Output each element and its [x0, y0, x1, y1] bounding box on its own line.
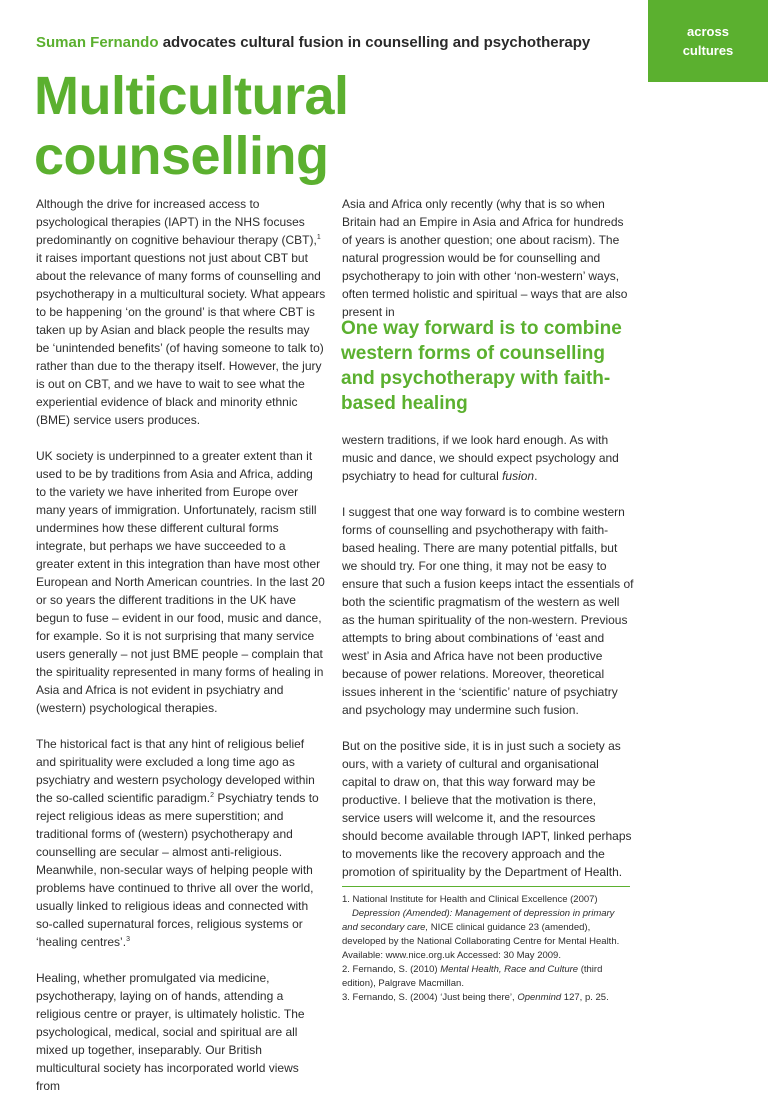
standfirst-text: advocates cultural fusion in counselling and psychotherapy [162, 34, 591, 51]
right-column-bottom [342, 431, 634, 899]
paragraph-text: western traditions, if we look hard enough. As with music and dance, we should expect psychology and psychiatry to head for cultural [342, 433, 619, 483]
footnote-text: 1. National Institute for Health and Clinical Excellence (2007) [342, 894, 598, 905]
paragraph-text: it raises important questions not just about CBT but about the relevance of many forms of counselling and psychotherapy in a multicultural society. What appears to be happening ‘on the ground’ is that where CBT is taken up by Asian and black people the results may be ‘unintended benefits’ (of having someone to talk to) rather than due to the therapy itself. However, the jury is out on CBT, and we have to wait to see what the experiential evidence of black and minority ethnic (BME) service users produces. [36, 251, 326, 427]
footnote-3 [342, 991, 632, 1005]
footnote-2 [342, 963, 632, 991]
paragraph [36, 735, 326, 951]
footnote-ref: 3 [126, 936, 130, 943]
footnote-divider [342, 886, 630, 887]
emphasis: Openmind [517, 992, 562, 1003]
footnote-text: 127, p. 25. [561, 992, 609, 1003]
footnote-ref: 2 [210, 792, 214, 799]
footnote-indent [342, 908, 619, 961]
paragraph: But on the positive side, it is in just such a society as ours, with a variety of cultural and organisational capital to draw on, that this way forward may be productive. I believe that the motivation is there, service users will welcome it, and the resources should become available through IAPT, linked perhaps to movements like the recovery approach and the promotion of spirituality by the Department of Health. [342, 739, 632, 879]
section-tag-line2: cultures [682, 43, 734, 58]
title-line-2: counselling [34, 126, 329, 186]
paragraph [342, 431, 634, 485]
footnotes [342, 893, 632, 1005]
standfirst [36, 34, 636, 51]
paragraph: I suggest that one way forward is to combine western forms of counselling and psychotherapy with faith-based healing. There are many potential pitfalls, but we should try. For one thing, it may not be easy to ensure that such a fusion keeps intact the essentials of both the scientific pragmatism of the western as well as the human spirituality of the non-western. Previous attempts to bring about combinations of ‘east and west’ in Asia and Africa have not been productive because of power relations. Moreover, theoretical issues inherent in the ‘scientific’ nature of psychiatry and psychology may undermine such fusion. [342, 505, 634, 717]
left-column [36, 195, 326, 1113]
author-name: Suman Fernando [36, 34, 159, 51]
footnote-text: NICE clinical guidance 23 (amended), developed by the National Collaborating Centre for Mental Health. Available: www.nice.org.uk Accessed: 30 May 2009. [342, 922, 620, 961]
section-tag-line1: across [687, 24, 729, 39]
footnote-text: (third edition), Palgrave Macmillan. [342, 964, 603, 989]
title-line-1: Multicultural [34, 66, 349, 126]
paragraph: Asia and Africa only recently (why that is so when Britain had an Empire in Asia and Africa for hundreds of years is another question; one about racism). The natural progression would be for counselling and psychotherapy to join with other ‘non-western’ ways, often termed holistic and spiritual – ways that are also present in [342, 197, 628, 319]
paragraph: Healing, whether promulgated via medicine, psychotherapy, laying on of hands, attending a religious centre or prayer, is ultimately holistic. The psychological, medical, social and spiritual are all mixed up together, inseparably. Our British multicultural society has incorporated world views from [36, 971, 305, 1093]
pull-quote: One way forward is to combine western forms of counselling and psychotherapy with faith-based healing [341, 318, 622, 414]
emphasis: Depression (Amended): Management of depression in primary and secondary care, [342, 908, 615, 933]
emphasis: fusion [502, 469, 535, 483]
paragraph-text: Psychiatry tends to reject religious ideas as mere superstition; and traditional forms of (western) psychotherapy and counselling are secular – almost anti-religious. Meanwhile, non-secular ways of helping people with problems have continued to thrive all over the world, usually linked to religious ideas and connected with so-called supernatural forces, religious systems or ‘healing centres’. [36, 791, 319, 949]
footnote-text: 3. Fernando, S. (2004) ‘Just being there’, [342, 992, 518, 1003]
footnote-text: 2. Fernando, S. (2010) [342, 964, 441, 975]
paragraph-text: Although the drive for increased access to psychological therapies (IAPT) in the NHS focuses predominantly on cognitive behaviour therapy (CBT), [36, 197, 317, 247]
paragraph-text: The historical fact is that any hint of religious belief and spirituality were excluded a long time ago as psychiatry and western psychology developed within the so-called scientific paradigm. [36, 737, 315, 805]
footnote-1 [342, 893, 632, 963]
paragraph: UK society is underpinned to a greater extent than it used to be by traditions from Asia and Africa, adding to the variety we have inherited from Europe over many years of immigration. Unfortunately, racism still undermines how these different cultural forms integrate, but perhaps we have succeeded to a greater extent in this integration than have most other European and North American countries. In the last 20 or so years the different traditions in the UK have begun to fuse – evident in our food, music and dance, for example. So it is not surprising that many service users generally – not just BME people – complain that the spirituality represented in many forms of healing in Asia and Africa is not evident in psychiatry and (western) psychological therapies. [36, 449, 325, 715]
paragraph [36, 195, 326, 429]
article-title [34, 66, 634, 186]
footnote-ref: 1 [316, 234, 321, 241]
emphasis: Mental Health, Race and Culture [440, 964, 579, 975]
section-tag [648, 0, 768, 82]
paragraph-text: . [534, 469, 538, 483]
